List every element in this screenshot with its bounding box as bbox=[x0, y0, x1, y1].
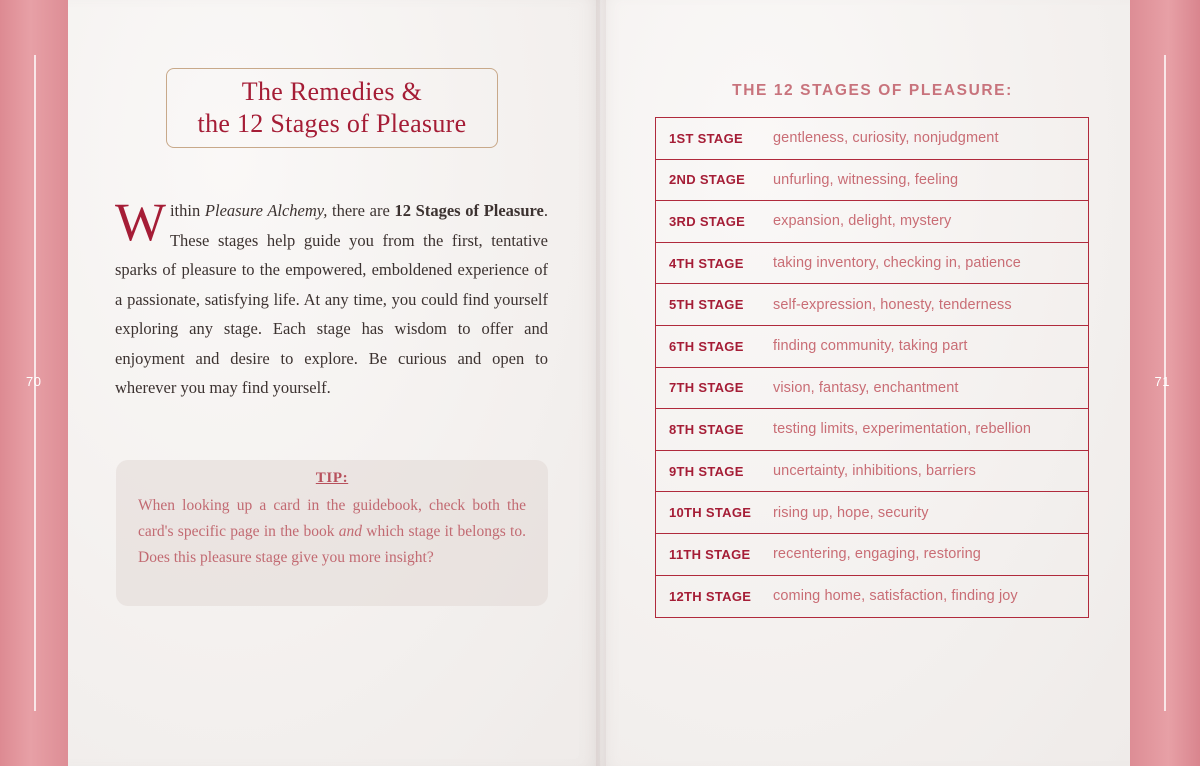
stage-description: gentleness, curiosity, nonjudgment bbox=[773, 130, 999, 147]
table-row bbox=[656, 409, 1088, 451]
table-row bbox=[656, 534, 1088, 576]
stage-description: taking inventory, checking in, patience bbox=[773, 255, 1021, 272]
stage-description: self-expression, honesty, tenderness bbox=[773, 296, 1012, 313]
stage-description: coming home, satisfaction, finding joy bbox=[773, 588, 1018, 605]
stage-number: 7TH STAGE bbox=[669, 380, 744, 396]
tip-text bbox=[116, 487, 548, 571]
stage-description: expansion, delight, mystery bbox=[773, 213, 952, 230]
tip-label: TIP: bbox=[315, 470, 349, 486]
stage-number: 9TH STAGE bbox=[669, 463, 744, 479]
body-text-bold-1: 12 Stages of Pleasure bbox=[394, 201, 544, 220]
table-row bbox=[656, 201, 1088, 243]
tip-text-part-2: which stage it belongs to. Does this pleasure stage give you more insight? bbox=[138, 523, 526, 566]
table-row bbox=[656, 326, 1088, 368]
stage-number: 12TH STAGE bbox=[669, 588, 752, 604]
stage-number: 5TH STAGE bbox=[669, 297, 744, 313]
stage-number: 1ST STAGE bbox=[669, 130, 743, 146]
table-row bbox=[656, 118, 1088, 160]
stage-number: 11TH STAGE bbox=[669, 546, 751, 562]
stage-number: 2ND STAGE bbox=[669, 172, 746, 188]
stage-description: recentering, engaging, restoring bbox=[773, 546, 981, 563]
page-number-left: 70 bbox=[26, 374, 42, 389]
page-title-line-2: the 12 Stages of Pleasure bbox=[197, 109, 467, 138]
tip-text-part-1: When looking up a card in the guidebook, check both the card's specific page in the book bbox=[138, 497, 526, 540]
stage-number: 4TH STAGE bbox=[669, 255, 744, 271]
stage-number: 8TH STAGE bbox=[669, 421, 744, 437]
body-paragraph bbox=[115, 192, 548, 403]
table-row bbox=[656, 451, 1088, 493]
table-row bbox=[656, 284, 1088, 326]
drop-cap: W bbox=[115, 192, 166, 252]
page-title-line-1: The Remedies & bbox=[241, 77, 423, 107]
stages-table bbox=[655, 117, 1089, 618]
table-row bbox=[656, 368, 1088, 410]
tip-text-italic: and bbox=[338, 523, 362, 540]
stages-heading: THE 12 STAGES OF PLEASURE: bbox=[732, 82, 1013, 99]
body-text-part-1: ithin bbox=[169, 201, 205, 220]
stage-description: testing limits, experimentation, rebellion bbox=[773, 421, 1032, 438]
tip-callout bbox=[116, 460, 548, 606]
table-row bbox=[656, 160, 1088, 202]
page-title-text bbox=[198, 76, 467, 139]
stage-number: 3RD STAGE bbox=[669, 213, 746, 229]
book-gutter bbox=[596, 0, 606, 766]
page-number-right: 71 bbox=[1154, 374, 1170, 389]
stage-number: 10TH STAGE bbox=[669, 505, 752, 521]
stage-description: rising up, hope, security bbox=[773, 504, 929, 521]
stage-number: 6TH STAGE bbox=[669, 338, 744, 354]
body-text-part-2: there are bbox=[327, 201, 395, 220]
stage-description: finding community, taking part bbox=[773, 338, 968, 355]
table-row bbox=[656, 576, 1088, 618]
stage-description: vision, fantasy, enchantment bbox=[773, 379, 959, 396]
body-text-italic-1: Pleasure Alchemy, bbox=[204, 201, 328, 220]
table-row bbox=[656, 492, 1088, 534]
body-text-part-3: . These stages help guide you from the first, tentative sparks of pleasure to the empowered, emboldened experience of a passionate, satisfying life. At any time, you could find yourself exploring any stage. Each stage has wisdom to offer and enjoyment and desire to explore. Be curious and open to wherever you may find yourself. bbox=[115, 201, 548, 397]
table-row bbox=[656, 243, 1088, 285]
stage-description: unfurling, witnessing, feeling bbox=[773, 171, 959, 188]
stage-description: uncertainty, inhibitions, barriers bbox=[773, 463, 977, 480]
page-title bbox=[166, 68, 498, 148]
